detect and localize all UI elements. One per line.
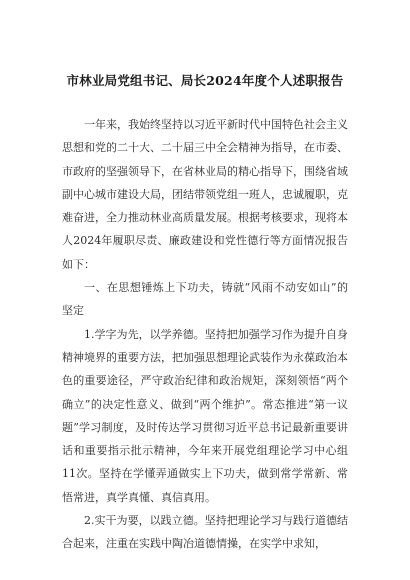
subsection-paragraph-1: 1.学字为先，以学养德。坚持把加强学习作为提升自身精神境界的重要方法，把加强思想理论武装作为永葆政治本色的重要途径，严守政治纪律和政治规矩，深刻领悟“两个确立”的决定性意义、做到“两个维护”。常态推进“第一议题”学习制度，及时传达学习贯彻习近平总书记最新重要讲话和重要指示批示精神，今年来开展党组理论学习中心组11次。坚持在学懂弄通做实上下功夫，做到常学常新、常悟常进，真学真懂、真信真用。 [62,327,348,504]
section-heading-1: 一、在思想锤炼上下功夫，铸就“风雨不动安如山”的坚定 [62,281,348,318]
document-body [62,113,348,556]
document-title: 市林业局党组书记、局长2024年度个人述职报告 [66,73,344,88]
subsection-paragraph-2: 2.实干为要，以践立德。坚持把理论学习与践行道德结合起来，注重在实践中陶冶道德情操，在实学中求知， [62,514,348,551]
intro-paragraph: 一年来，我始终坚持以习近平新时代中国特色社会主义思想和党的二十大、二十届三中全会精神为指导，在市委、市政府的坚强领导下，在省林业局的精心指导下，围绕省域副中心城市建设大局，团结带领党组一班人，忠诚履职，克难奋进，全力推动林业高质量发展。根据考核要求，现将本人2024年履职尽责、廉政建设和党性德行等方面情况报告如下： [62,118,348,271]
